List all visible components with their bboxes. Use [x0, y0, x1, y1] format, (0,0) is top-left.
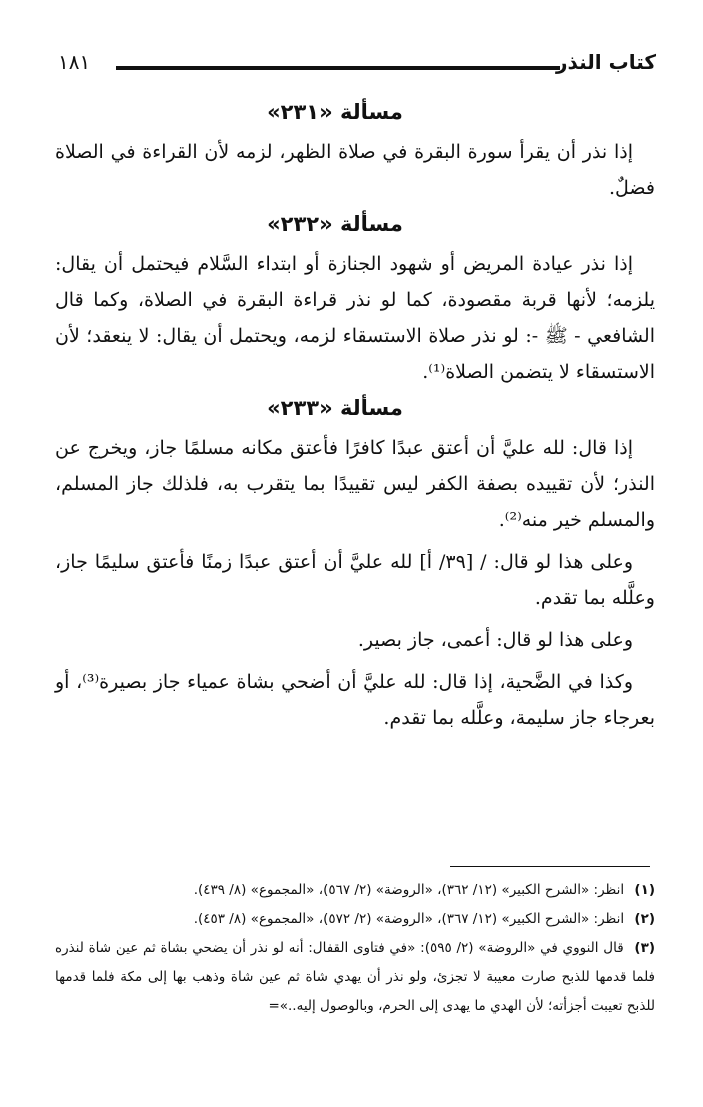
chapter-title: كتاب النذر [556, 50, 656, 74]
footnote-text: انظر: «الشرح الكبير» (١٢/ ٣٦٢)، «الروضة» (٢/ ٥٦٧)، «المجموع» (٨/ ٤٣٩). [193, 882, 625, 898]
paragraph: وكذا في الضَّحية، إذا قال: لله عليَّ أن أضحي بشاة عمياء جاز بصيرة⁽³⁾، أو بعرجاء جاز سليمة، وعلَّله بما تقدم. [55, 671, 655, 729]
section-heading: مسألة «٢٣٢» [267, 212, 403, 236]
header-rule [116, 66, 560, 70]
footnote [55, 934, 655, 1021]
paragraph: إذا قال: لله عليَّ أن أعتق عبدًا كافرًا فأعتق مكانه مسلمًا جاز، ويخرج عن النذر؛ لأن تقييده بصفة الكفر ليس تقييدًا بما يتقرب به، فلذلك جاز المسلم، والمسلم خير منه⁽²⁾. [55, 437, 655, 531]
footnote [55, 876, 655, 905]
footnote-number: (٣) [634, 940, 656, 956]
footnote-number: (٢) [634, 911, 655, 927]
section-heading: مسألة «٢٣١» [267, 100, 403, 124]
footnote-number: (١) [634, 882, 655, 898]
paragraph: وعلى هذا لو قال: أعمى، جاز بصير. [357, 629, 633, 651]
footnote-text: انظر: «الشرح الكبير» (١٢/ ٣٦٧)، «الروضة» (٢/ ٥٧٢)، «المجموع» (٨/ ٤٥٣). [193, 911, 625, 927]
page-number: ١٨١ [58, 50, 91, 74]
section-heading: مسألة «٢٣٣» [267, 396, 403, 420]
paragraph: إذا نذر أن يقرأ سورة البقرة في صلاة الظهر، لزمه لأن القراءة في الصلاة فضلٌ. [55, 141, 655, 199]
footnote-text: قال النووي في «الروضة» (٢/ ٥٩٥): «في فتاوى القفال: أنه لو نذر أن يضحي بشاة ثم عين شاة لنذره فلما قدمها للذبح صارت معيبة لا تجزئ، ولو نذر أن يهدي شاة ثم عين شاة وذهب بها إلى مكة فلما قدمها للذبح تعيبت أجزأته؛ لأن الهدي ما يهدى إلى الحرم، وبالوصول إليه..»= [55, 940, 655, 1014]
paragraph: وعلى هذا لو قال: / [٣٩/ أ] لله عليَّ أن أعتق عبدًا زمنًا فأعتق سليمًا جاز، وعلَّله بما تقدم. [55, 551, 655, 609]
footnote-separator [450, 866, 650, 867]
main-text [55, 96, 655, 742]
footnotes [55, 876, 655, 1021]
page-header [58, 50, 656, 90]
footnote [55, 905, 655, 934]
paragraph: إذا نذر عيادة المريض أو شهود الجنازة أو ابتداء السَّلام فيحتمل أن يقال: يلزمه؛ لأنها قربة مقصودة، كما لو نذر قراءة البقرة في الصلاة، وكما قال الشافعي - ﷺ -: لو نذر صلاة الاستسقاء لزمه، ويحتمل أن يقال: لا ينعقد؛ لأن الاستسقاء لا يتضمن الصلاة⁽¹⁾. [55, 253, 655, 383]
